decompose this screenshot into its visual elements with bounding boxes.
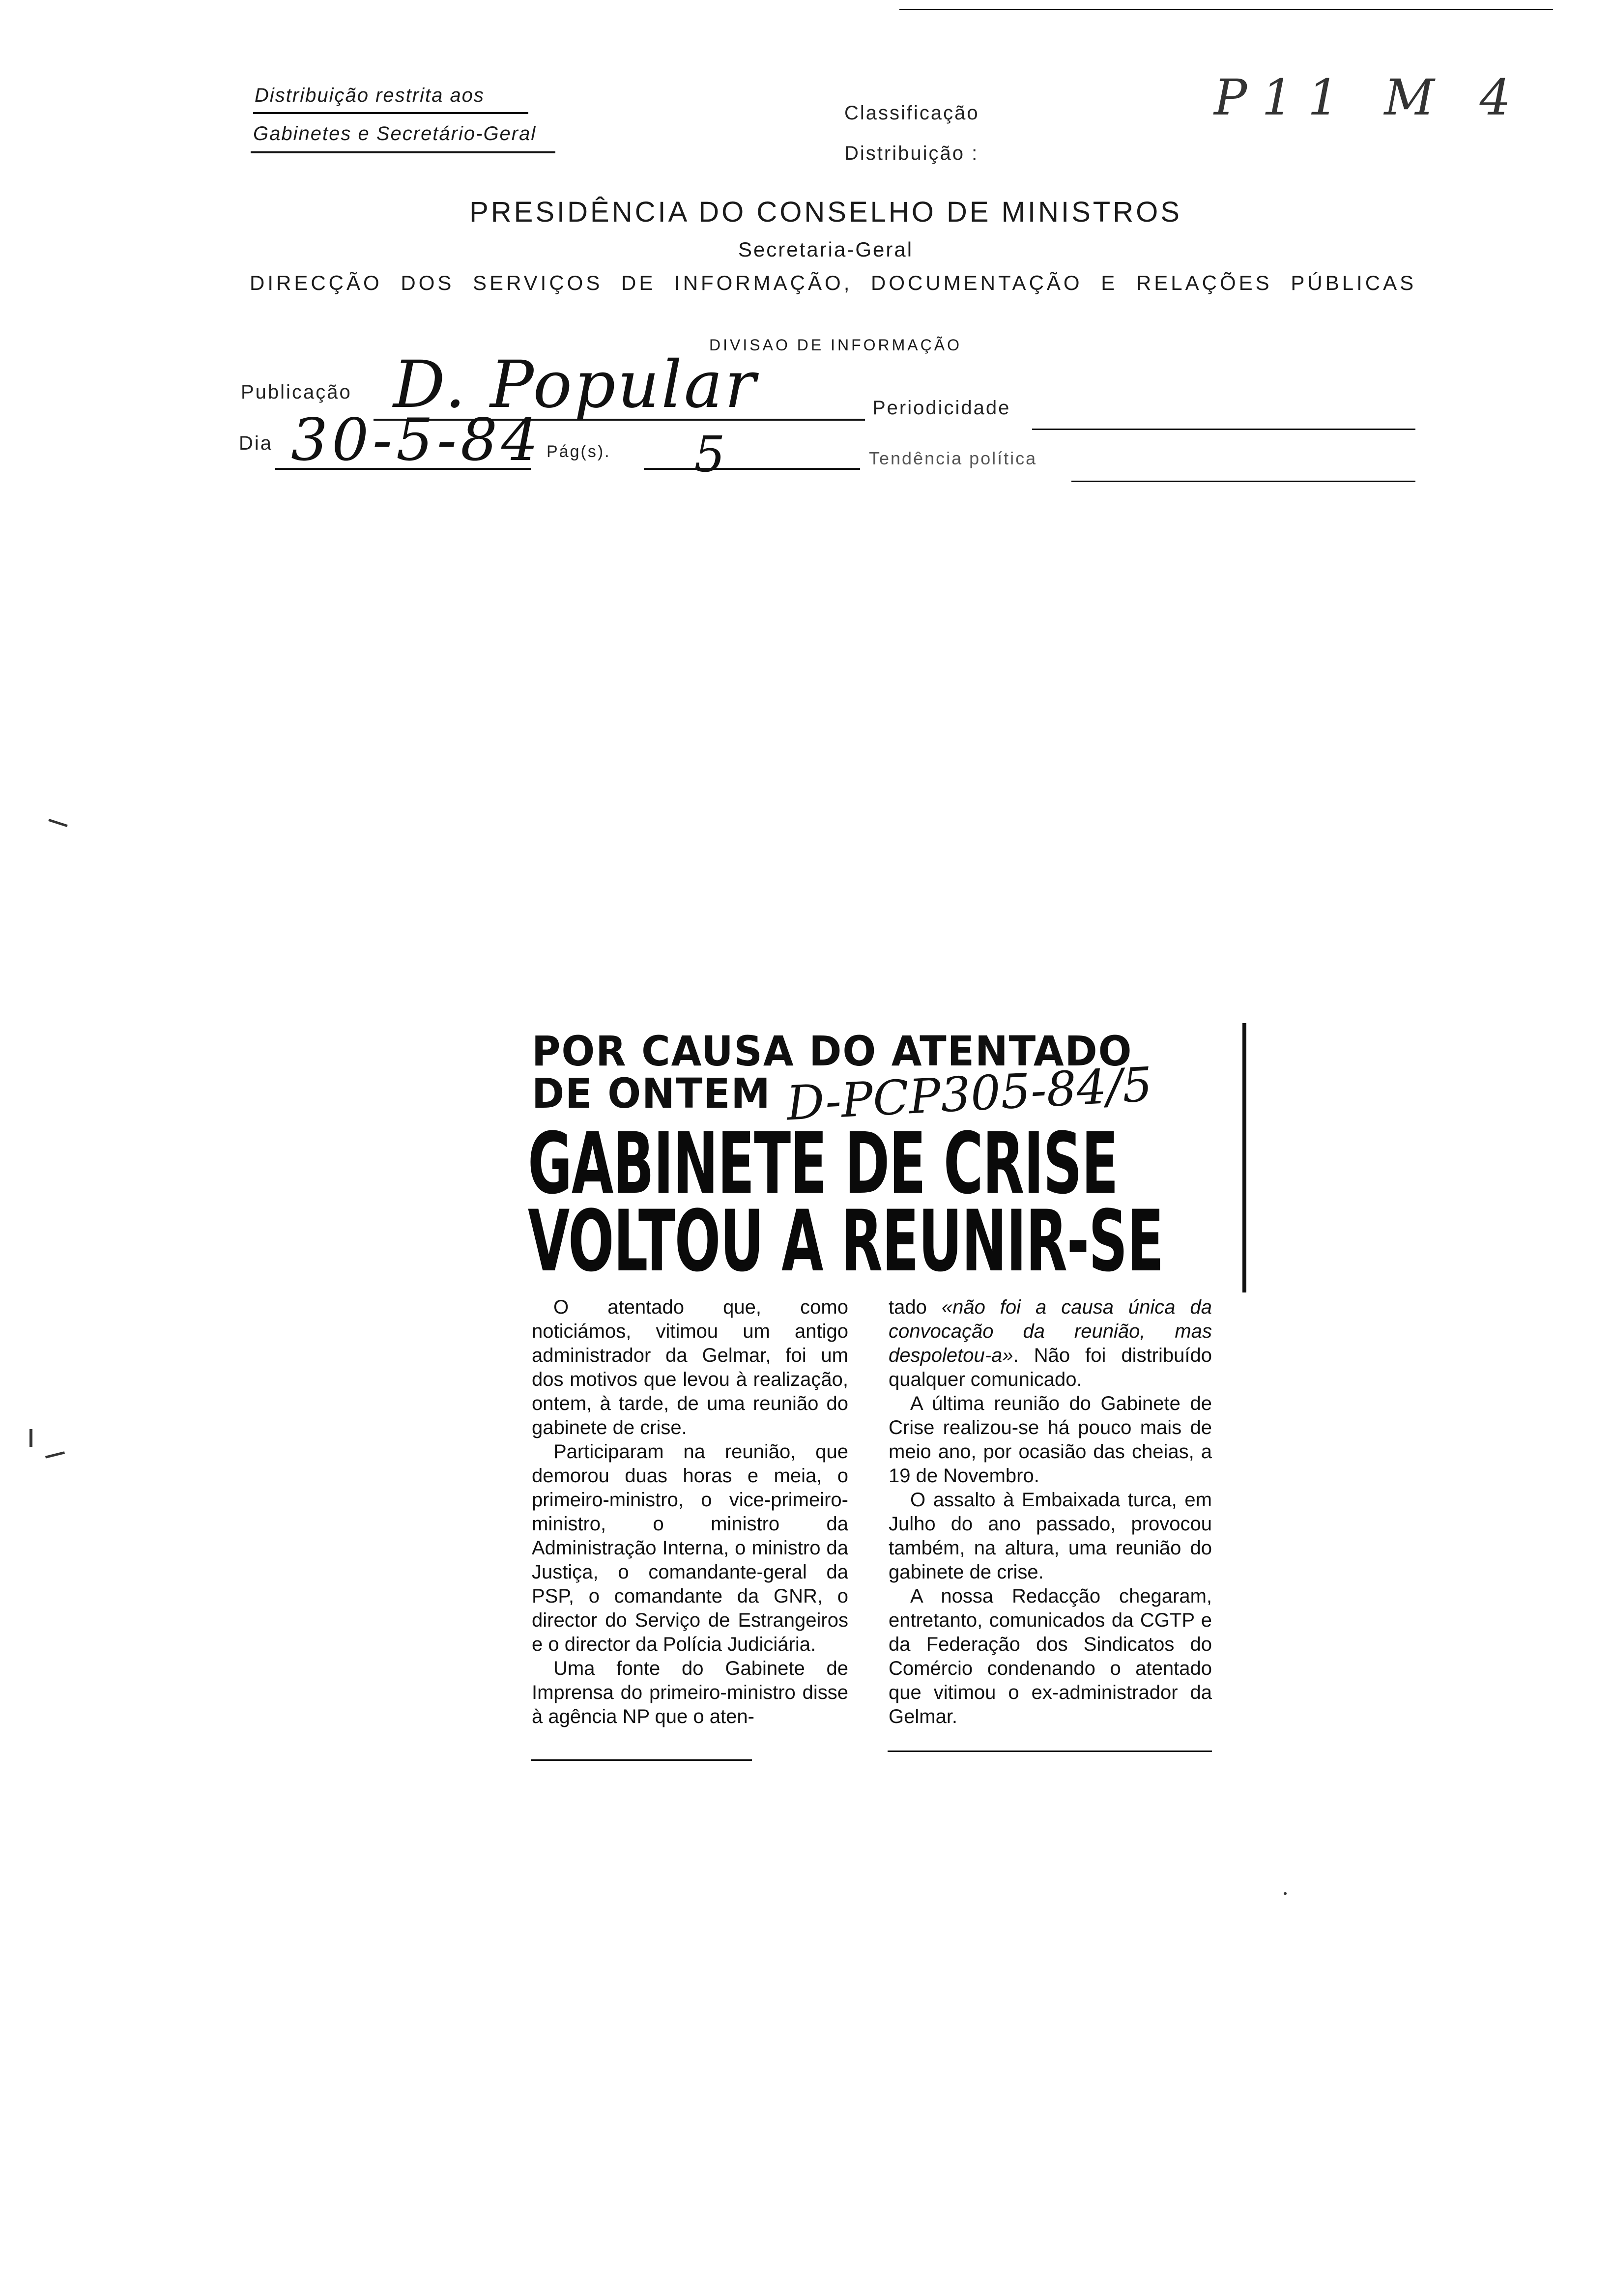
header-title: PRESIDÊNCIA DO CONSELHO DE MINISTROS [469, 196, 1182, 228]
pags-line [644, 468, 860, 470]
column-2-end-rule [888, 1751, 1212, 1752]
distribution-note-underline2 [251, 151, 555, 153]
article-column-2 [889, 1295, 1212, 1729]
header-division: DIVISAO DE INFORMAÇÃO [709, 336, 962, 354]
scan-dot [1284, 1892, 1287, 1895]
tendencia-line [1071, 481, 1415, 482]
distribution-note-line2: Gabinetes e Secretário-Geral [253, 123, 537, 144]
dia-value: 30-5-84 [291, 406, 543, 474]
periodicidade-label: Periodicidade [872, 397, 1011, 419]
margin-mark-top [48, 819, 68, 827]
header-subtitle: Secretaria-Geral [738, 238, 914, 261]
article-paragraph: O assalto à Embaixada turca, em Julho do ano passado, provocou também, na altura, uma reunião do gabinete de crise. [889, 1489, 1212, 1583]
article-kicker-line1: POR CAUSA DO ATENTADO [532, 1027, 1133, 1075]
clipping-right-edge [1242, 1023, 1246, 1292]
article-column-1 [532, 1295, 848, 1729]
article-handwritten-code: D-PCP305-84/5 [785, 1057, 1154, 1131]
article-paragraph: Uma fonte do Gabinete de Imprensa do primeiro-ministro disse à agência NP que o aten- [532, 1658, 848, 1727]
column-1-end-rule [531, 1759, 752, 1761]
article-paragraph [889, 1295, 1212, 1392]
article-paragraph: A nossa Redacção chegaram, entretanto, comunicados da CGTP e da Federação dos Sindicatos do Comércio condenando o atentado que vitimou o ex-administrador da Gelmar. [889, 1585, 1212, 1727]
article-paragraph: A última reunião do Gabinete de Crise realizou-se há pouco mais de meio ano, por ocasião das cheias, a 19 de Novembro. [889, 1393, 1212, 1487]
periodicidade-line [1032, 429, 1415, 430]
pags-label: Pág(s). [547, 442, 611, 461]
tendencia-label: Tendência política [869, 448, 1037, 468]
publicacao-label: Publicação [241, 381, 352, 403]
margin-mark-low [45, 1451, 65, 1459]
dia-label: Dia [239, 432, 273, 454]
pags-value: 5 [694, 426, 725, 483]
distribution-note-underline1 [253, 112, 528, 114]
handwritten-reference: P11 M 4 [1214, 69, 1526, 126]
dia-line [275, 468, 531, 470]
distribuicao-label: Distribuição : [844, 143, 979, 164]
classificacao-label: Classificação [844, 102, 979, 124]
header-department: DIRECÇÃO DOS SERVIÇOS DE INFORMAÇÃO, DOCUMENTAÇÃO E RELAÇÕES PÚBLICAS [250, 271, 1417, 294]
publicacao-value: D. Popular [393, 347, 758, 423]
article-headline-line2: VOLTOU A REUNIR-SE [528, 1192, 1163, 1291]
article-paragraph: Participaram na reunião, que demorou duas horas e meia, o primeiro-ministro, o vice-primeiro-ministro, o ministro da Administração Interna, o ministro da Justiça, o comandante-geral da PSP, o comandante da GNR, o director do Serviço de Estrangeiros e o director da Polícia Judiciária. [532, 1441, 848, 1655]
scan-edge-line [899, 9, 1553, 10]
col2-lead-text: tado [889, 1296, 942, 1318]
article-paragraph: O atentado que, como noticiámos, vitimou um antigo administrador da Gelmar, foi um dos motivos que levou à realização, ontem, à tarde, de uma reunião do gabinete de crise. [532, 1296, 848, 1438]
article-kicker-line2: DE ONTEM [532, 1069, 771, 1118]
distribution-note-line1: Distribuição restrita aos [255, 85, 485, 106]
col2-lead-tail: . Não foi distribuído qualquer comunicado. [889, 1345, 1212, 1390]
margin-mark-mid [29, 1429, 32, 1447]
col2-quote: «não foi a causa única da convocação da reunião, mas despoletou-a» [889, 1296, 1212, 1366]
article-headline-line1: GABINETE DE CRISE [528, 1114, 1118, 1213]
